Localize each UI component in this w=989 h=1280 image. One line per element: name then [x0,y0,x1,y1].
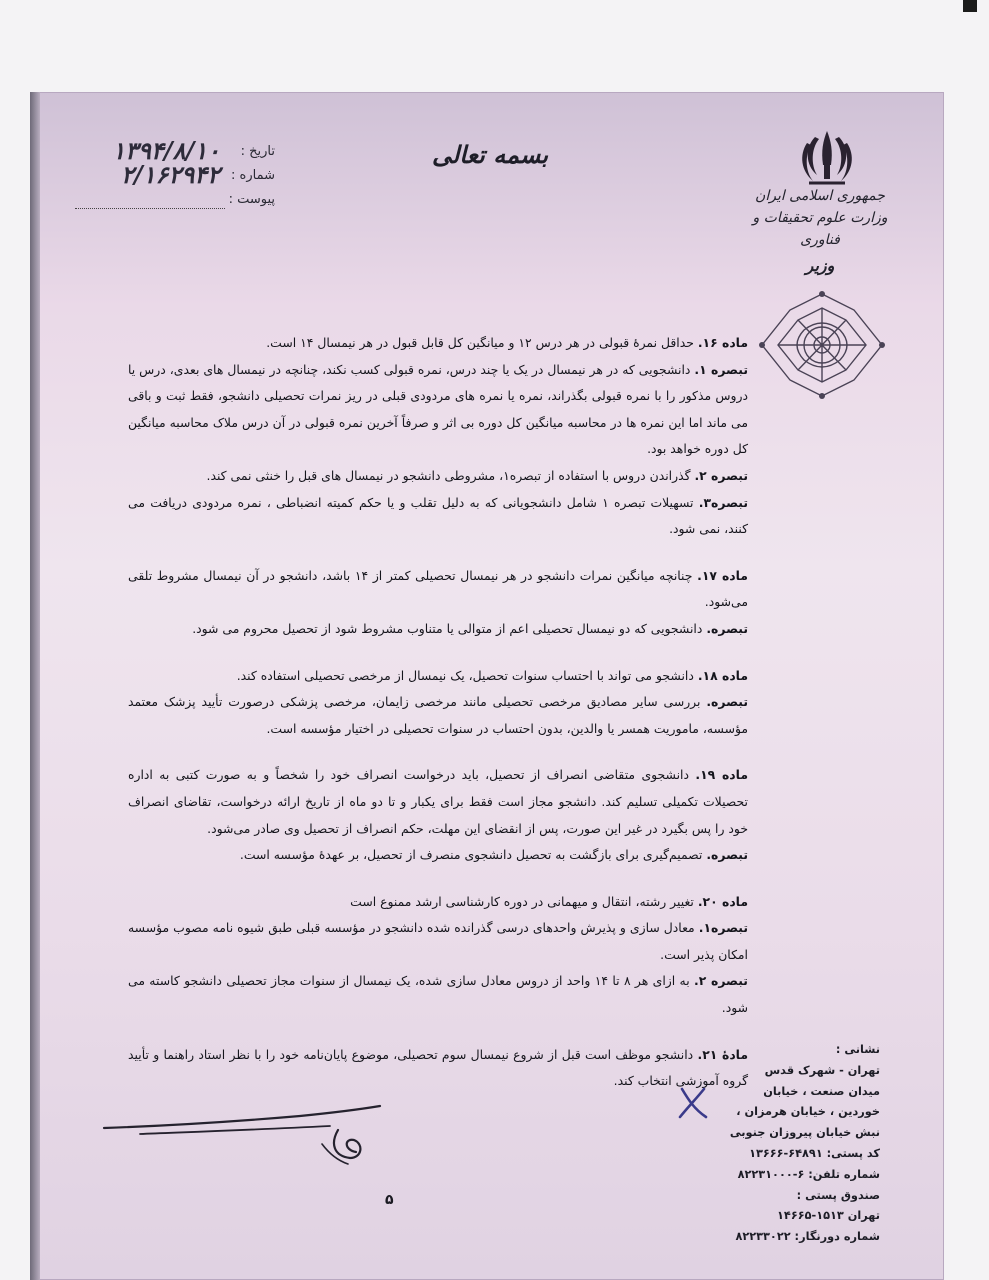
handwritten-signature-icon [100,1100,390,1170]
letter-metadata [75,138,275,210]
article-18-note [128,689,748,742]
article-17-note [128,616,748,643]
address-line: نبش خیابان پیروزان جنوبی [729,1126,880,1140]
article-text: تغییر رشته، انتقال و میهمانی در دوره کارشناسی ارشد ممنوع است [350,893,694,909]
date-row [75,136,275,165]
article-text: چنانچه میانگین نمرات دانشجو در هر نیمسال تحصیلی کمتر از ۱۴ باشد، دانشجو در آن نیمسال مشروط تلقی می‌شود. [128,567,748,610]
article-20-note-1 [128,915,748,968]
address-line: تهران ۱۵۱۳-۱۴۶۶۵ [777,1209,880,1223]
article-text: دانشجو موظف است قبل از شروع نیمسال سوم تحصیلی، موضوع پایان‌نامه خود را با نظر استاد راهنما و تأیید گروه آموزشی انتخاب کند. [128,1046,748,1089]
address-line: نشانی : [835,1043,880,1056]
date-label: تاریخ : [240,144,275,159]
article-title: ماده ۱۷. [697,567,748,583]
note-label: تبصره ۲. [694,973,748,989]
article-17 [128,563,748,616]
article-text: حداقل نمرۀ قبولی در هر درس ۱۲ و میانگین کل قابل قبول در هر نیمسال ۱۴ است. [266,335,694,350]
article-19-note [128,842,748,869]
article-title: مادۀ ۲۱. [697,1046,748,1062]
article-21 [128,1042,748,1095]
decorative-ornament-icon [758,290,886,400]
address-line: تهران - شهرک قدس [764,1063,880,1077]
attachment-label: پیوست : [228,192,275,207]
note-text: بررسی سایر مصادیق مرخصی تحصیلی مانند مرخصی زایمان، مرخصی پزشکی درصورت تأیید پزشک معتمد مؤسسه، ماموریت همسر یا والدین، بدون احتساب در سنوات تحصیلی در اختیار مؤسسه است. [128,694,748,736]
address-block [729,1040,880,1248]
article-19 [128,762,748,842]
note-label: تبصره. [706,847,748,863]
page-number: ۵ [385,1192,394,1208]
article-16 [128,330,748,357]
note-text: تصمیم‌گیری برای بازگشت به تحصیل دانشجوی منصرف از تحصیل، بر عهدۀ مؤسسه است. [239,847,703,863]
note-text: معادل سازی و پذیرش واحدهای درسی گذرانده شده دانشجو در مؤسسه قبلی طبق شیوه نامه مصوب مؤسسه امکان پذیر است. [128,920,748,962]
note-text: دانشجویی که دو نیمسال تحصیلی اعم از متوالی یا متناوب مشروط شود از تحصیل محروم می شود. [192,620,703,636]
number-row [75,160,275,189]
attachment-dotted-line [75,208,225,209]
note-text: به ازای هر ۸ تا ۱۴ واحد از دروس معادل سازی شده، یک نیمسال از سنوات مجاز تحصیلی دانشجو کاسته می شود. [128,973,748,1016]
article-title: ماده ۱۶. [697,335,748,350]
note-label: تبصره۳. [698,494,748,510]
attachment-row [75,186,275,210]
note-text: دانشجویی که در هر نیمسال در یک یا چند درس، نمره قبولی کسب نکند، چنانچه در نیمسال های بعدی، درس یا دروس مذکور را با نمره قبولی بگذراند، نمره یا نمره های مردودی قبلی در ریز نمرات تحصیلی دانشجو، فقط ثبت و باقی می ماند اما این نمره ها در محاسبه میانگین کل دوره بی اثر و صرفاً آخرین نمره قبولی در آن درس ملاک محاسبه میانگین کل دوره خواهد بود. [128,361,748,457]
note-label: تبصره ۲. [694,467,748,483]
regulations-body [128,330,748,1095]
article-16-note-1 [128,357,748,463]
article-title: ماده ۱۸. [697,667,748,683]
article-18 [128,663,748,690]
article-16-note-3 [128,490,748,543]
number-label: شماره : [231,168,275,183]
note-text: گذراندن دروس با استفاده از تبصره۱، مشروطی دانشجو در نیمسال های قبل را خنثی نمی کند. [206,467,691,483]
letterhead-country: جمهوری اسلامی ایران [755,188,885,204]
number-value: ۲/۱۶۲۹۴۲ [121,160,220,189]
address-line: شماره تلفن: ۶-۸۲۲۳۱۰۰۰ [737,1167,880,1181]
article-title: ماده ۱۹. [695,767,748,783]
letterhead-minister: وزیر [805,256,835,275]
note-label: تبصره. [706,694,748,710]
address-line: کد پستی: ۶۴۸۹۱-۱۳۶۶۶ [749,1146,880,1160]
scan-corner-mark [963,0,977,12]
article-16-note-2 [128,463,748,490]
date-value: ۱۳۹۴/۸/۱۰ [112,136,220,165]
article-20 [128,889,748,916]
ministry-letterhead [745,185,895,277]
article-title: ماده ۲۰. [697,893,748,909]
address-line: میدان صنعت ، خیابان [763,1084,880,1098]
iran-emblem-icon [795,125,859,191]
article-text: دانشجو می تواند با احتساب سنوات تحصیل، یک نیمسال از مرخصی تحصیلی استفاده کند. [236,667,694,683]
address-line: خوردین ، خیابان هرمزان ، [736,1105,880,1119]
article-text: دانشجوی متقاضی انصراف از تحصیل، باید درخواست انصراف خود را شخصاً و به صورت کتبی به اداره تحصیلات تکمیلی تسلیم کند. دانشجو مجاز است فقط برای یکبار و تا دو ماه از تاریخ ارائه درخواست، تقاضای انصراف خود را پس بگیرد در غیر این صورت، پس از انقضای این مهلت، حکم انصراف از تحصیل وی صادر می‌شود. [128,767,748,836]
letterhead-ministry: وزارت علوم تحقیقات و فناوری [752,210,888,248]
handwritten-x-mark-icon [676,1085,710,1121]
note-label: تبصره. [706,620,748,636]
address-line: شماره دورنگار: ۸۲۲۳۳۰۲۲ [735,1230,880,1244]
article-20-note-2 [128,968,748,1021]
note-label: تبصره۱. [698,920,748,936]
note-text: تسهیلات تبصره ۱ شامل دانشجویانی که به دلیل تقلب و یا حکم کمیته انضباطی ، نمره مردودی دریافت می کنند، نمی شود. [128,494,748,537]
bismillah-heading: بسمه تعالی [431,140,549,169]
address-line: صندوق پستی : [796,1188,880,1202]
note-label: تبصره ۱. [694,361,748,377]
